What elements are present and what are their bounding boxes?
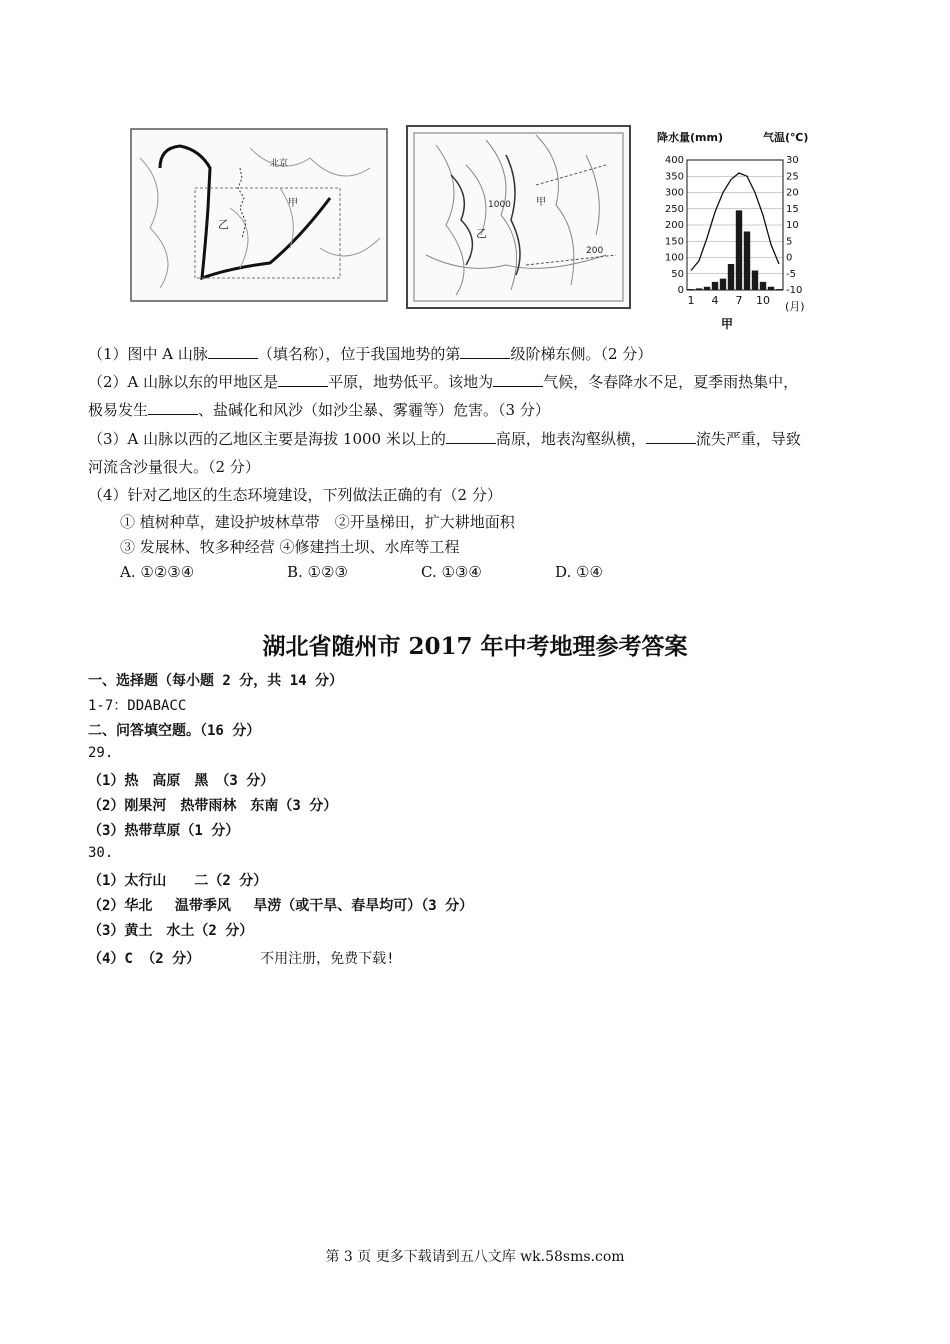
right-tick-label: -5 xyxy=(786,268,796,280)
answer-title: 湖北省随州市 2017 年中考地理参考答案 xyxy=(262,633,688,660)
map1-label-yi: 乙 xyxy=(218,218,229,231)
question-1-text-c: 级阶梯东侧。（2 分） xyxy=(510,345,653,363)
map2-label-200: 200 xyxy=(586,246,604,256)
left-tick-label: 50 xyxy=(671,268,684,280)
map1-label-beijing: 北京 xyxy=(270,159,289,169)
choice-b[interactable]: B. ①②③ xyxy=(287,563,348,581)
x-tick-label: 10 xyxy=(756,294,770,307)
answer-q30-3: （3）黄土 水土（2 分） xyxy=(88,923,254,939)
right-tick-label: 20 xyxy=(786,187,799,199)
choice-c[interactable]: C. ①③④ xyxy=(421,563,482,581)
question-2-text-e: 、盐碱化和风沙（如沙尘暴、雾霾等）危害。（3 分） xyxy=(198,401,550,419)
map2-label-1000: 1000 xyxy=(488,200,511,210)
answer-blank[interactable] xyxy=(148,400,198,415)
download-note: 不用注册，免费下载! xyxy=(260,951,395,967)
x-tick-label: 4 xyxy=(711,294,719,307)
right-tick-label: 25 xyxy=(786,171,799,183)
precip-bar xyxy=(704,287,710,290)
question-line-5: 河流含沙量很大。（2 分） xyxy=(88,458,260,476)
question-line-2 xyxy=(88,372,798,392)
left-tick-label: 250 xyxy=(664,203,684,215)
precip-bar xyxy=(752,271,758,291)
climate-x-unit: (月) xyxy=(785,300,805,313)
answer-blank[interactable] xyxy=(493,372,543,387)
precip-bar xyxy=(688,289,694,290)
right-tick-label: 0 xyxy=(786,252,793,264)
question-1-text-b: （填名称），位于我国地势的第 xyxy=(257,345,461,363)
precip-bar xyxy=(736,210,742,290)
question-1-text-a: （1）图中 A 山脉 xyxy=(88,345,208,363)
right-tick-label: 30 xyxy=(786,155,799,166)
answer-q30-heading: 30. xyxy=(88,845,114,861)
map1-label-jia: 甲 xyxy=(288,198,298,209)
choice-a[interactable]: A. ①②③④ xyxy=(120,563,195,581)
choice-d[interactable]: D. ①④ xyxy=(555,563,603,581)
precip-bar xyxy=(728,264,734,290)
left-tick-label: 400 xyxy=(664,155,684,166)
answer-blank[interactable] xyxy=(208,344,258,359)
left-tick-label: 200 xyxy=(664,220,684,231)
question-3-text-c: 流失严重，导致 xyxy=(695,430,801,448)
map-figure-2 xyxy=(406,125,631,309)
right-tick-label: 5 xyxy=(786,236,793,248)
climate-plot xyxy=(665,155,802,307)
right-tick-label: 15 xyxy=(786,203,799,215)
answer-q30-2: （2）华北 温带季风 旱涝（或干旱、春旱均可）（3 分） xyxy=(88,898,474,914)
left-tick-label: 300 xyxy=(664,187,684,199)
left-tick-label: 100 xyxy=(664,252,684,264)
climate-caption: 甲 xyxy=(721,317,734,331)
page-footer: 第 3 页 更多下载请到五八文库 wk.58sms.com xyxy=(325,1249,625,1265)
precip-bar xyxy=(776,289,782,290)
question-2-text-b: 平原，地势低平。该地为 xyxy=(328,373,494,391)
question-line-4 xyxy=(88,429,801,449)
question-2-text-c: 气候，冬春降水不足，夏季雨热集中， xyxy=(543,373,799,391)
precip-bar xyxy=(744,232,750,291)
left-tick-label: 350 xyxy=(664,171,684,183)
answer-blank[interactable] xyxy=(460,344,510,359)
right-tick-label: -10 xyxy=(786,285,803,296)
x-tick-label: 7 xyxy=(735,294,743,307)
answer-q30-4-row xyxy=(88,948,395,968)
option-line-1: ① 植树种草，建设护坡林草带 ②开垦梯田，扩大耕地面积 xyxy=(120,513,515,531)
left-tick-label: 0 xyxy=(677,285,684,296)
left-tick-label: 150 xyxy=(664,236,684,248)
answer-q29-2: （2）刚果河 热带雨林 东南（3 分） xyxy=(88,798,338,814)
climate-chart xyxy=(655,128,815,333)
precip-bar xyxy=(696,288,702,290)
map-figure-1 xyxy=(130,128,388,302)
precip-bar xyxy=(768,287,774,290)
temperature-line xyxy=(691,173,779,271)
climate-left-axis-title: 降水量(mm) xyxy=(657,131,723,144)
right-tick-label: 10 xyxy=(786,220,799,231)
precip-bar xyxy=(712,282,718,290)
climate-right-axis-title: 气温(℃) xyxy=(763,131,809,144)
question-line-1 xyxy=(88,344,652,364)
question-3-text-b: 高原，地表沟壑纵横， xyxy=(495,430,646,448)
question-2-text-d: 极易发生 xyxy=(88,401,149,419)
answer-q30-4: （4）C （2 分） xyxy=(88,951,201,967)
answer-blank[interactable] xyxy=(446,429,496,444)
precip-bar xyxy=(760,282,766,290)
map2-label-yi: 乙 xyxy=(476,227,487,240)
question-line-3 xyxy=(88,400,550,420)
answer-q29-heading: 29. xyxy=(88,745,114,761)
answer-blank[interactable] xyxy=(646,429,696,444)
answer-section-1-key: 1-7：DDABACC xyxy=(88,698,187,714)
question-line-6: （4）针对乙地区的生态环境建设，下列做法正确的有（2 分） xyxy=(88,486,502,504)
answer-q30-1: （1）太行山 二（2 分） xyxy=(88,873,268,889)
answer-section-2: 二、问答填空题。（16 分） xyxy=(88,723,261,739)
question-3-text-a: （3）A 山脉以西的乙地区主要是海拔 1000 米以上的 xyxy=(88,430,446,448)
answer-q29-3: （3）热带草原（1 分） xyxy=(88,823,240,839)
answer-q29-1: （1）热 高原 黑 （3 分） xyxy=(88,773,275,789)
option-line-2: ③ 发展林、牧多种经营 ④修建挡土坝、水库等工程 xyxy=(120,538,460,556)
answer-blank[interactable] xyxy=(278,372,328,387)
precip-bar xyxy=(720,279,726,290)
x-tick-label: 1 xyxy=(687,294,695,307)
map2-label-jia: 甲 xyxy=(536,197,546,208)
answer-section-1: 一、选择题（每小题 2 分，共 14 分） xyxy=(88,673,344,689)
question-2-text-a: （2）A 山脉以东的甲地区是 xyxy=(88,373,279,391)
